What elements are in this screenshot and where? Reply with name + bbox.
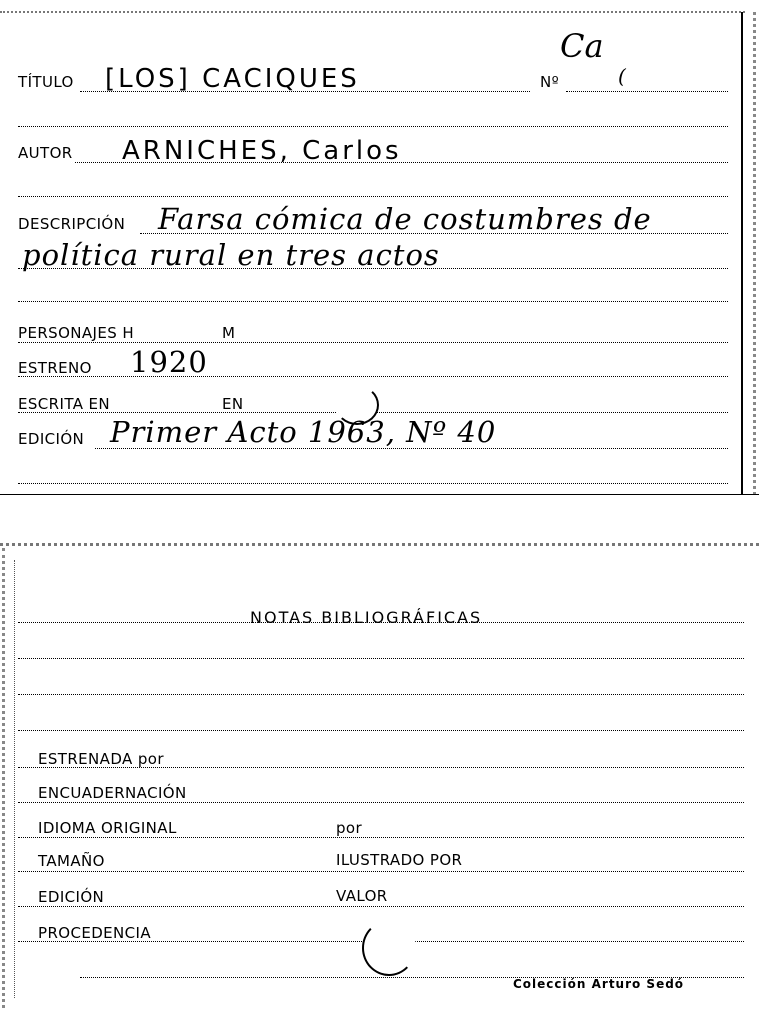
titulo-label: TÍTULO (18, 73, 74, 91)
edicion-back-rule (18, 906, 744, 907)
tamano-label: TAMAÑO (38, 852, 105, 870)
titulo-value: [LOS] CACIQUES (105, 64, 360, 94)
card-left-edge (2, 548, 5, 1008)
personajes-m-label: M (222, 324, 236, 342)
notas-rule (18, 622, 744, 623)
idioma-label: IDIOMA ORIGINAL (38, 819, 177, 837)
ilustrado-label: ILUSTRADO POR (336, 851, 463, 869)
blank-rule (18, 694, 744, 695)
personajes-label: PERSONAJES H (18, 324, 135, 342)
card-left-inner-edge (14, 560, 15, 998)
estrenada-label: ESTRENADA por (38, 750, 164, 768)
blank-rule (18, 301, 728, 302)
blank-rule (18, 483, 728, 484)
encuadernacion-rule (18, 802, 744, 803)
estreno-label: ESTRENO (18, 359, 92, 377)
notas-heading: NOTAS BIBLIOGRÁFICAS (250, 608, 483, 627)
escrita-en-label: EN (222, 395, 244, 413)
card-top-edge (0, 11, 745, 13)
personajes-rule (18, 342, 728, 343)
descripcion-line1: Farsa cómica de costumbres de (158, 202, 652, 236)
card-right-edge-dotted (753, 12, 756, 495)
blank-rule (18, 730, 744, 731)
procedencia-label: PROCEDENCIA (38, 924, 152, 942)
blank-rule (18, 126, 728, 127)
catalog-card-back (0, 540, 759, 1028)
escrita-label: ESCRITA EN (18, 395, 111, 413)
card-right-edge (741, 12, 743, 495)
numero-rule (566, 91, 728, 92)
estrenada-rule (18, 767, 744, 768)
autor-label: AUTOR (18, 144, 73, 162)
edicion-label: EDICIÓN (18, 430, 85, 448)
autor-value: ARNICHES, Carlos (122, 136, 402, 166)
valor-label: VALOR (336, 887, 388, 905)
card-top-edge (0, 543, 759, 546)
estreno-value: 1920 (130, 345, 208, 379)
card-bottom-edge (0, 494, 759, 495)
punch-hole (362, 920, 416, 976)
catalog-card-front (0, 0, 759, 495)
coleccion-stamp: Colección Arturo Sedó (513, 977, 685, 991)
idioma-rule (18, 837, 744, 838)
descripcion-label: DESCRIPCIÓN (18, 215, 126, 233)
blank-rule (18, 658, 744, 659)
estreno-rule (18, 376, 728, 377)
descripcion-line2: política rural en tres actos (22, 238, 440, 272)
encuadernacion-label: ENCUADERNACIÓN (38, 784, 187, 802)
tamano-rule (18, 871, 744, 872)
numero-label: Nº (540, 73, 560, 91)
numero-value: ( (618, 64, 627, 88)
blank-rule (18, 196, 728, 197)
corner-mark: Ca (560, 27, 604, 65)
edicion-back-label: EDICIÓN (38, 888, 105, 906)
edicion-value: Primer Acto 1963, Nº 40 (110, 415, 497, 449)
por-label: por (336, 819, 363, 837)
